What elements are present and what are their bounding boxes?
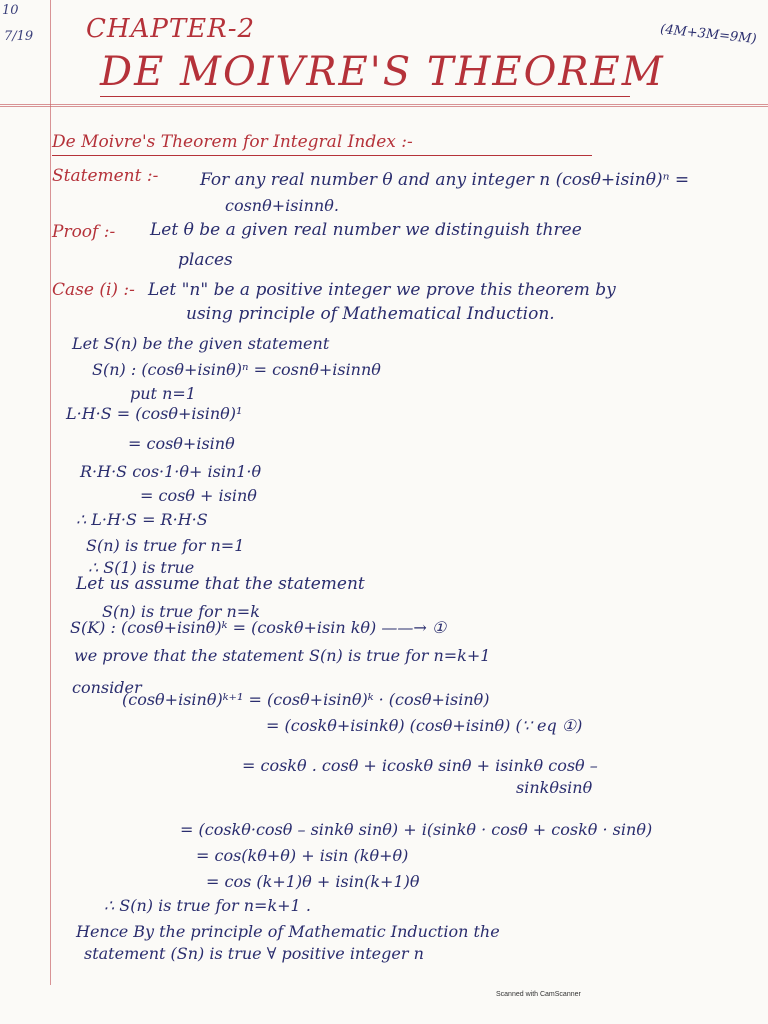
proof-step: consider <box>72 678 142 697</box>
proof-step: S(n) : (cosθ+isinθ)ⁿ = cosnθ+isinnθ <box>92 360 381 379</box>
proof-conclusion: Hence By the principle of Mathematic Induction the <box>76 922 500 941</box>
margin-date-note: 7/19 <box>4 29 34 44</box>
proof-step: ∴ S(n) is true for n=k+1 . <box>104 896 311 915</box>
statement-line-2: cosnθ+isinnθ. <box>225 196 339 215</box>
proof-step: put n=1 <box>130 384 196 403</box>
proof-line-1: Let θ be a given real number we distinguish three <box>150 220 582 240</box>
case-line-2: using principle of Mathematical Induction. <box>186 304 555 324</box>
proof-step: ∴ L·H·S = R·H·S <box>76 510 208 529</box>
proof-label: Proof :- <box>52 222 116 242</box>
margin-top-note: 10 <box>2 3 19 18</box>
proof-step: = (coskθ·cosθ – sinkθ sinθ) + i(sinkθ · cosθ + coskθ · sinθ) <box>180 820 653 839</box>
proof-step: sinkθsinθ <box>516 778 593 797</box>
case-label: Case (i) :- <box>52 280 135 300</box>
statement-label: Statement :- <box>52 166 159 186</box>
page-title: DE MOIVRE'S THEOREM <box>100 49 665 95</box>
title-underline <box>100 96 630 97</box>
proof-step: Let S(n) be the given statement <box>72 334 330 353</box>
case-line-1: Let "n" be a positive integer we prove this theorem by <box>148 280 616 300</box>
proof-step: = (coskθ+isinkθ) (cosθ+isinθ) (∵ eq ①) <box>266 716 583 735</box>
proof-step: (cosθ+isinθ)ᵏ⁺¹ = (cosθ+isinθ)ᵏ · (cosθ+isinθ) <box>122 690 490 709</box>
proof-step: = cosθ+isinθ <box>128 434 235 453</box>
header-rule-double <box>0 106 768 107</box>
header-rule <box>0 104 768 105</box>
proof-line-2: places <box>178 250 233 270</box>
proof-step: S(n) is true for n=k <box>102 602 260 621</box>
scanner-watermark: Scanned with CamScanner <box>496 991 581 998</box>
section-heading-underline <box>52 155 592 156</box>
proof-step: Let us assume that the statement <box>76 574 365 594</box>
section-heading: De Moivre's Theorem for Integral Index :- <box>52 132 413 152</box>
proof-step: ∴ S(1) is true <box>88 558 195 577</box>
marks-note: (4M+3M=9M) <box>659 21 758 48</box>
proof-step: = coskθ . cosθ + icoskθ sinθ + isinkθ cosθ – <box>242 756 598 775</box>
chapter-heading: CHAPTER-2 <box>86 14 256 44</box>
proof-step: R·H·S cos·1·θ+ isin1·θ <box>80 462 262 481</box>
proof-step: = cos(kθ+θ) + isin (kθ+θ) <box>196 846 409 865</box>
proof-step: = cosθ + isinθ <box>140 486 257 505</box>
proof-conclusion: statement (Sn) is true ∀ positive integer n <box>84 944 424 963</box>
proof-step: L·H·S = (cosθ+isinθ)¹ <box>66 404 243 423</box>
proof-step-equation-1: S(K) : (cosθ+isinθ)ᵏ = (coskθ+isin kθ) ——→ ① <box>70 618 447 637</box>
proof-step: we prove that the statement S(n) is true for n=k+1 <box>74 646 491 665</box>
margin-rule <box>50 0 51 985</box>
proof-step: = cos (k+1)θ + isin(k+1)θ <box>206 872 420 891</box>
statement-line-1: For any real number θ and any integer n (cosθ+isinθ)ⁿ = <box>200 170 690 190</box>
proof-step: S(n) is true for n=1 <box>86 536 245 555</box>
